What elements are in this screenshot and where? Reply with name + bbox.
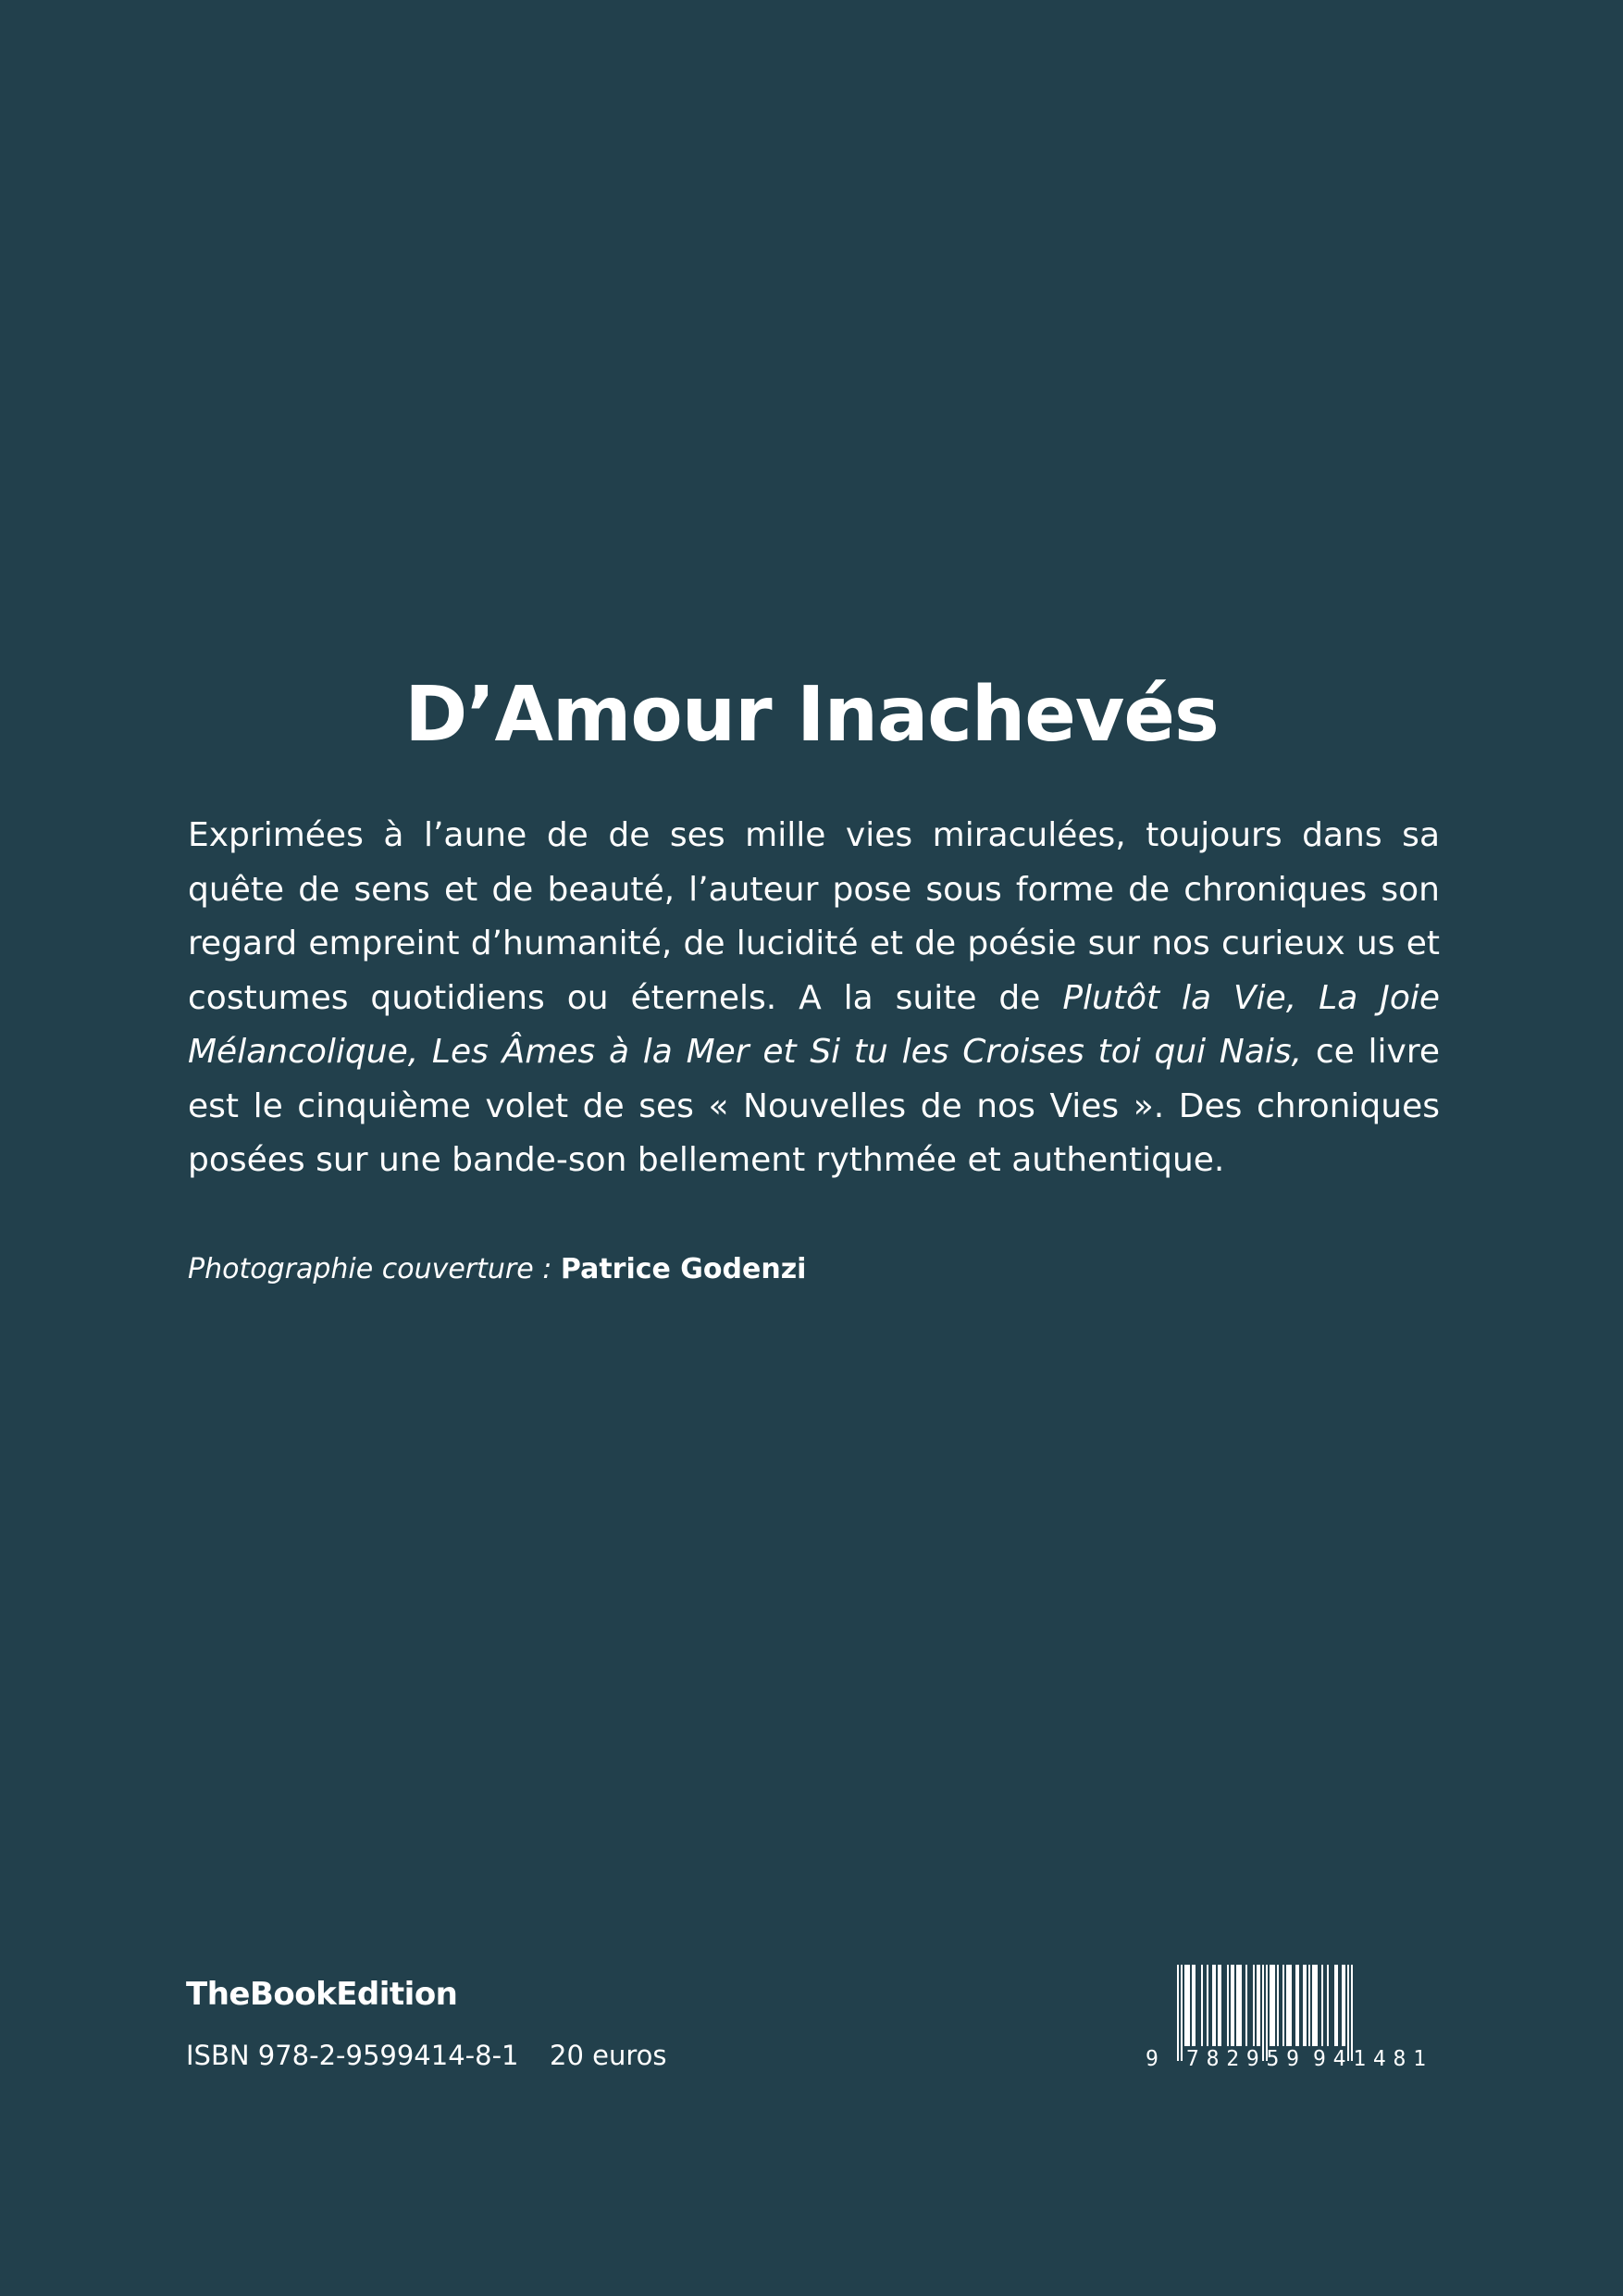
barcode-bar-10 bbox=[1236, 1965, 1242, 2046]
barcode-bar-4 bbox=[1201, 1965, 1203, 2046]
barcode-first-digit: 9 bbox=[1146, 2047, 1158, 2068]
barcode-bar-8 bbox=[1227, 1965, 1229, 2046]
isbn-number: ISBN 978-2-9599414-8-1 bbox=[186, 2040, 519, 2071]
barcode-bar-12 bbox=[1253, 1965, 1255, 2046]
barcode-bar-9 bbox=[1231, 1965, 1234, 2046]
barcode-bar-7 bbox=[1218, 1965, 1221, 2046]
barcode-bar-2 bbox=[1184, 1965, 1190, 2046]
back-cover-blurb bbox=[188, 809, 1440, 1188]
barcode-bar-27 bbox=[1342, 1965, 1345, 2046]
barcode-bar-28 bbox=[1347, 1965, 1349, 2061]
price: 20 euros bbox=[550, 2040, 667, 2071]
barcode-bar-17 bbox=[1277, 1965, 1279, 2046]
barcode-right-digits: 941481 bbox=[1313, 2047, 1426, 2068]
photo-credit-label: Photographie couverture : bbox=[188, 1253, 561, 1285]
barcode-bar-13 bbox=[1257, 1965, 1260, 2046]
barcode-bar-24 bbox=[1321, 1965, 1323, 2046]
photo-credit-name: Patrice Godenzi bbox=[560, 1253, 807, 1285]
barcode-bar-11 bbox=[1245, 1965, 1247, 2046]
barcode-bar-22 bbox=[1308, 1965, 1310, 2046]
blurb-text-1: Exprimées à l’aune de de ses mille vies miraculées, toujours dans sa quête de sens et de beauté, l’auteur pose sous forme de chroniques son regard empreint d’humanité, de lucidité et de poésie sur nos curieux us et costumes quotidiens ou éternels. A la suite de bbox=[188, 816, 1440, 1017]
barcode-bar-14 bbox=[1262, 1965, 1264, 2061]
barcode-bar-19 bbox=[1286, 1965, 1292, 2046]
barcode-bar-1 bbox=[1181, 1965, 1183, 2061]
blurb-text-2: ce livre est le cinquième volet de ses « Nouvelles de nos Vies ». Des chroniques posées sur une bande-son bellement rythmée et authentique. bbox=[188, 1033, 1441, 1179]
photo-credit bbox=[188, 1251, 806, 1288]
barcode-bar-18 bbox=[1282, 1965, 1284, 2046]
barcode-bar-3 bbox=[1192, 1965, 1196, 2046]
barcode-bar-25 bbox=[1327, 1965, 1329, 2046]
barcode-bar-0 bbox=[1177, 1965, 1179, 2061]
barcode-left-digits: 782959 bbox=[1186, 2047, 1299, 2068]
barcode-bar-6 bbox=[1212, 1965, 1216, 2046]
barcode-bar-26 bbox=[1334, 1965, 1338, 2046]
isbn-barcode bbox=[1146, 1965, 1447, 2068]
barcode-bar-16 bbox=[1270, 1965, 1275, 2046]
barcode-bar-21 bbox=[1303, 1965, 1307, 2046]
barcode-bar-5 bbox=[1207, 1965, 1208, 2046]
blurb-book-titles: Plutôt la Vie, La Joie Mélancolique, Les Âmes à la Mer et Si tu les Croises toi qui Nais, bbox=[188, 978, 1440, 1071]
barcode-bar-20 bbox=[1295, 1965, 1299, 2046]
barcode-bar-23 bbox=[1312, 1965, 1318, 2046]
publisher-name: TheBookEdition bbox=[186, 1976, 458, 2013]
book-title: D’Amour Inachevés bbox=[404, 671, 1219, 759]
